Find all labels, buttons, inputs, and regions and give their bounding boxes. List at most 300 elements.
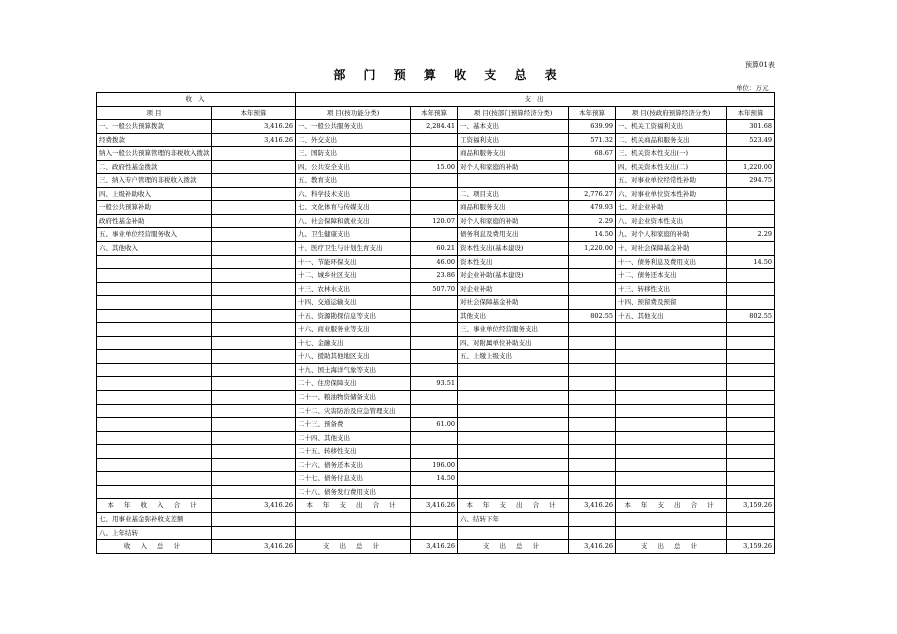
table-row [97, 242, 775, 256]
table-row [97, 228, 775, 242]
budget-value-cell [212, 472, 296, 486]
budget-value-cell [212, 160, 296, 174]
budget-value-cell: 3,416.26 [569, 540, 616, 554]
item-cell [458, 458, 569, 472]
item-cell [458, 431, 569, 445]
item-cell: 十五、资源勘探信息等支出 [296, 309, 411, 323]
item-cell: 七、文化体育与传媒支出 [296, 201, 411, 215]
budget-value-cell: 61.00 [411, 418, 458, 432]
item-cell: 二十、住房保障支出 [296, 377, 411, 391]
item-cell: 三、纳入专户管理的非税收入拨款 [97, 174, 212, 188]
item-cell [458, 445, 569, 459]
table-row [97, 526, 775, 540]
budget-value-cell [727, 404, 775, 418]
budget-value-cell [411, 147, 458, 161]
item-cell [616, 404, 727, 418]
item-cell: 工资福利支出 [458, 133, 569, 147]
item-cell: 四、机关资本性支出(二) [616, 160, 727, 174]
budget-value-cell [212, 336, 296, 350]
budget-value-cell: 1,220.00 [569, 242, 616, 256]
item-cell: 商品和服务支出 [458, 201, 569, 215]
budget-value-cell: 60.21 [411, 242, 458, 256]
table-row [97, 160, 775, 174]
budget-value-cell: 2,284.41 [411, 120, 458, 134]
item-cell [616, 526, 727, 540]
item-cell: 十三、转移性支出 [616, 282, 727, 296]
item-cell: 五、教育支出 [296, 174, 411, 188]
item-cell: 一、一般公共预算拨款 [97, 120, 212, 134]
budget-value-cell [411, 363, 458, 377]
budget-value-cell [212, 282, 296, 296]
budget-value-cell [569, 418, 616, 432]
item-cell: 资本性支出 [458, 255, 569, 269]
table-row [97, 458, 775, 472]
budget-value-cell [212, 147, 296, 161]
item-cell: 本 年 支 出 合 计 [458, 499, 569, 513]
budget-value-cell [569, 377, 616, 391]
item-cell [458, 363, 569, 377]
unit-label: 单位：万元 [736, 84, 769, 92]
budget-value-cell [727, 296, 775, 310]
budget-value-cell [411, 187, 458, 201]
item-cell: 二十三、预备费 [296, 418, 411, 432]
item-cell [97, 404, 212, 418]
budget-value-cell [212, 296, 296, 310]
table-row [97, 214, 775, 228]
budget-value-cell [411, 512, 458, 526]
column-header: 本年预算 [727, 106, 775, 120]
table-row [97, 485, 775, 499]
table-row [97, 350, 775, 364]
item-cell: 经费拨款 [97, 133, 212, 147]
table-row [97, 323, 775, 337]
item-cell: 十四、交通运输支出 [296, 296, 411, 310]
table-row [97, 120, 775, 134]
budget-value-cell [411, 323, 458, 337]
column-header: 本年预算 [569, 106, 616, 120]
item-cell: 本 年 支 出 合 计 [616, 499, 727, 513]
item-cell: 一、基本支出 [458, 120, 569, 134]
budget-value-cell [569, 445, 616, 459]
budget-value-cell [727, 377, 775, 391]
budget-value-cell: 120.07 [411, 214, 458, 228]
column-header: 项 目 [97, 106, 212, 120]
item-cell: 八、社会保障和就业支出 [296, 214, 411, 228]
item-cell: 对个人和家庭的补助 [458, 214, 569, 228]
item-cell: 二、政府性基金拨款 [97, 160, 212, 174]
budget-value-cell [212, 485, 296, 499]
budget-value-cell [569, 404, 616, 418]
table-row [97, 201, 775, 215]
budget-value-cell [411, 526, 458, 540]
item-cell: 二十七、债务付息支出 [296, 472, 411, 486]
column-header: 本年预算 [411, 106, 458, 120]
item-cell [97, 391, 212, 405]
item-cell: 资本性支出(基本建设) [458, 242, 569, 256]
budget-value-cell [569, 336, 616, 350]
item-cell: 支 出 总 计 [458, 540, 569, 554]
budget-value-cell: 571.32 [569, 133, 616, 147]
item-cell [616, 363, 727, 377]
budget-value-cell: 523.49 [727, 133, 775, 147]
budget-value-cell [212, 269, 296, 283]
item-cell: 收 入 总 计 [97, 540, 212, 554]
item-cell [97, 323, 212, 337]
item-cell [458, 472, 569, 486]
budget-value-cell [411, 174, 458, 188]
table-row [97, 418, 775, 432]
item-cell: 十四、预留费及预留 [616, 296, 727, 310]
budget-value-cell [569, 472, 616, 486]
item-cell [97, 350, 212, 364]
income-group-header: 收 入 [97, 93, 296, 107]
item-cell: 十二、城乡社区支出 [296, 269, 411, 283]
budget-value-cell [411, 391, 458, 405]
item-cell: 政府性基金补助 [97, 214, 212, 228]
budget-value-cell: 68.67 [569, 147, 616, 161]
budget-value-cell: 93.51 [411, 377, 458, 391]
item-cell: 商品和服务支出 [458, 147, 569, 161]
item-cell: 一般公共预算补助 [97, 201, 212, 215]
budget-value-cell [569, 526, 616, 540]
budget-value-cell: 802.55 [569, 309, 616, 323]
item-cell [616, 350, 727, 364]
budget-value-cell [411, 133, 458, 147]
budget-value-cell: 15.00 [411, 160, 458, 174]
item-cell: 对个人和家庭的补助 [458, 160, 569, 174]
budget-value-cell [212, 458, 296, 472]
item-cell [458, 391, 569, 405]
item-cell: 十、医疗卫生与计划生育支出 [296, 242, 411, 256]
table-row [97, 391, 775, 405]
budget-value-cell [411, 201, 458, 215]
item-cell: 六、对事业单位资本性补助 [616, 187, 727, 201]
group-header-row [97, 93, 775, 107]
budget-value-cell: 3,416.26 [411, 499, 458, 513]
item-cell: 三、国防支出 [296, 147, 411, 161]
item-cell [97, 418, 212, 432]
item-cell: 八、上年结转 [97, 526, 212, 540]
budget-value-cell [569, 391, 616, 405]
item-cell [97, 269, 212, 283]
item-cell: 支 出 总 计 [296, 540, 411, 554]
item-cell: 二十二、灾害防治及应急管理支出 [296, 404, 411, 418]
table-row [97, 309, 775, 323]
item-cell: 十五、其他支出 [616, 309, 727, 323]
budget-value-cell [727, 526, 775, 540]
item-cell: 九、对个人和家庭的补助 [616, 228, 727, 242]
budget-value-cell: 507.70 [411, 282, 458, 296]
column-header-row [97, 106, 775, 120]
item-cell [296, 526, 411, 540]
item-cell [97, 336, 212, 350]
budget-value-cell [569, 323, 616, 337]
item-cell [458, 485, 569, 499]
budget-value-cell: 14.50 [569, 228, 616, 242]
budget-value-cell [727, 187, 775, 201]
item-cell: 六、结转下年 [458, 512, 569, 526]
budget-value-cell: 294.75 [727, 174, 775, 188]
budget-value-cell [411, 445, 458, 459]
item-cell [97, 282, 212, 296]
budget-value-cell [411, 350, 458, 364]
budget-value-cell [727, 512, 775, 526]
item-cell: 五、上缴上级支出 [458, 350, 569, 364]
table-row [97, 133, 775, 147]
budget-value-cell [727, 445, 775, 459]
budget-value-cell [569, 512, 616, 526]
table-row [97, 269, 775, 283]
item-cell [97, 485, 212, 499]
budget-value-cell [212, 363, 296, 377]
item-cell [616, 391, 727, 405]
budget-value-cell [727, 363, 775, 377]
budget-value-cell: 639.99 [569, 120, 616, 134]
item-cell: 六、其他收入 [97, 242, 212, 256]
budget-value-cell [411, 485, 458, 499]
item-cell: 五、事业单位经营服务收入 [97, 228, 212, 242]
table-row [97, 540, 775, 554]
budget-value-cell [212, 255, 296, 269]
budget-value-cell [212, 228, 296, 242]
table-row [97, 431, 775, 445]
item-cell: 四、对附属单位补助支出 [458, 336, 569, 350]
expense-group-header: 支 出 [296, 93, 775, 107]
budget-value-cell [569, 431, 616, 445]
item-cell: 二十四、其他支出 [296, 431, 411, 445]
budget-value-cell: 1,220.00 [727, 160, 775, 174]
budget-value-cell [212, 201, 296, 215]
budget-value-cell: 3,416.26 [212, 133, 296, 147]
budget-value-cell [212, 309, 296, 323]
budget-value-cell [727, 391, 775, 405]
budget-value-cell [411, 309, 458, 323]
item-cell [97, 296, 212, 310]
budget-value-cell [727, 485, 775, 499]
budget-value-cell [569, 296, 616, 310]
item-cell [616, 472, 727, 486]
budget-value-cell: 14.50 [411, 472, 458, 486]
item-cell [97, 255, 212, 269]
item-cell: 十一、债务利息及费用支出 [616, 255, 727, 269]
item-cell: 一、一般公共服务支出 [296, 120, 411, 134]
table-row [97, 512, 775, 526]
budget-value-cell: 301.68 [727, 120, 775, 134]
budget-value-cell [727, 350, 775, 364]
table-row [97, 255, 775, 269]
item-cell: 四、上级补助收入 [97, 187, 212, 201]
table-row [97, 174, 775, 188]
item-cell [97, 377, 212, 391]
budget-value-cell: 3,416.26 [411, 540, 458, 554]
item-cell [458, 526, 569, 540]
item-cell [616, 323, 727, 337]
budget-value-cell [569, 160, 616, 174]
table-row [97, 296, 775, 310]
budget-value-cell [727, 458, 775, 472]
item-cell: 六、科学技术支出 [296, 187, 411, 201]
budget-value-cell [727, 201, 775, 215]
item-cell: 十六、商业服务业等支出 [296, 323, 411, 337]
item-cell [97, 309, 212, 323]
table-row [97, 377, 775, 391]
budget-value-cell: 3,416.26 [212, 499, 296, 513]
item-cell [296, 512, 411, 526]
item-cell: 五、对事业单位经常性补助 [616, 174, 727, 188]
budget-value-cell [212, 445, 296, 459]
budget-value-cell [212, 323, 296, 337]
budget-value-cell: 2.29 [569, 214, 616, 228]
item-cell: 十一、节能环保支出 [296, 255, 411, 269]
budget-value-cell [569, 174, 616, 188]
item-cell [616, 418, 727, 432]
budget-value-cell [727, 431, 775, 445]
budget-value-cell: 3,416.26 [569, 499, 616, 513]
item-cell: 十八、援助其他地区支出 [296, 350, 411, 364]
item-cell [616, 445, 727, 459]
budget-value-cell: 14.50 [727, 255, 775, 269]
item-cell: 九、卫生健康支出 [296, 228, 411, 242]
item-cell: 对社会保障基金补助 [458, 296, 569, 310]
page-title: 部 门 预 算 收 支 总 表 [333, 68, 564, 82]
item-cell: 二、外交支出 [296, 133, 411, 147]
item-cell [616, 512, 727, 526]
budget-value-cell [569, 269, 616, 283]
item-cell [616, 336, 727, 350]
item-cell [458, 418, 569, 432]
item-cell: 二、项目支出 [458, 187, 569, 201]
item-cell [616, 431, 727, 445]
budget-value-cell: 46.00 [411, 255, 458, 269]
budget-value-cell [212, 174, 296, 188]
budget-value-cell [212, 512, 296, 526]
item-cell: 十三、农林水支出 [296, 282, 411, 296]
table-row [97, 499, 775, 513]
budget-value-cell: 196.00 [411, 458, 458, 472]
item-cell: 债务利息及费用支出 [458, 228, 569, 242]
item-cell: 四、公共安全支出 [296, 160, 411, 174]
budget-value-cell [212, 242, 296, 256]
item-cell [458, 174, 569, 188]
table-row [97, 472, 775, 486]
column-header: 项 目(按政府预算经济分类) [616, 106, 727, 120]
budget-value-cell [411, 296, 458, 310]
table-row [97, 445, 775, 459]
item-cell: 二十一、粮油物资储备支出 [296, 391, 411, 405]
item-cell: 支 出 总 计 [616, 540, 727, 554]
item-cell: 本 年 支 出 合 计 [296, 499, 411, 513]
budget-value-cell [727, 214, 775, 228]
item-cell: 本 年 收 入 合 计 [97, 499, 212, 513]
budget-value-cell [727, 242, 775, 256]
budget-value-cell: 802.55 [727, 309, 775, 323]
item-cell: 三、事业单位经营服务支出 [458, 323, 569, 337]
column-header: 本年预算 [212, 106, 296, 120]
column-header: 项 目(按部门预算经济分类) [458, 106, 569, 120]
item-cell: 二、机关商品和服务支出 [616, 133, 727, 147]
item-cell [458, 404, 569, 418]
table-code: 预算01表 [745, 61, 775, 69]
budget-value-cell: 23.86 [411, 269, 458, 283]
budget-value-cell: 479.93 [569, 201, 616, 215]
item-cell [616, 485, 727, 499]
budget-value-cell [727, 336, 775, 350]
budget-value-cell [569, 282, 616, 296]
item-cell: 二十六、债务还本支出 [296, 458, 411, 472]
budget-value-cell [569, 485, 616, 499]
item-cell [97, 458, 212, 472]
item-cell [97, 431, 212, 445]
budget-value-cell [569, 363, 616, 377]
budget-value-cell [212, 214, 296, 228]
budget-value-cell [411, 228, 458, 242]
budget-value-cell [411, 336, 458, 350]
budget-value-cell [727, 269, 775, 283]
item-cell [97, 363, 212, 377]
budget-value-cell [212, 350, 296, 364]
budget-value-cell [212, 377, 296, 391]
table-row [97, 282, 775, 296]
budget-value-cell: 3,416.26 [212, 540, 296, 554]
item-cell: 二十五、转移性支出 [296, 445, 411, 459]
budget-value-cell: 2.29 [727, 228, 775, 242]
item-cell: 十九、国土海洋气象等支出 [296, 363, 411, 377]
item-cell: 十二、债务还本支出 [616, 269, 727, 283]
item-cell [97, 445, 212, 459]
budget-value-cell [727, 472, 775, 486]
budget-value-cell [212, 418, 296, 432]
budget-value-cell [212, 391, 296, 405]
budget-value-cell [569, 350, 616, 364]
budget-value-cell: 3,159.26 [727, 499, 775, 513]
table-row [97, 187, 775, 201]
table-row [97, 147, 775, 161]
table-row [97, 363, 775, 377]
item-cell: 对企业补助(基本建设) [458, 269, 569, 283]
item-cell: 对企业补助 [458, 282, 569, 296]
budget-value-cell: 3,416.26 [212, 120, 296, 134]
item-cell: 三、机关资本性支出(一) [616, 147, 727, 161]
item-cell: 七、对企业补助 [616, 201, 727, 215]
item-cell [97, 472, 212, 486]
item-cell: 一、机关工资福利支出 [616, 120, 727, 134]
item-cell: 十七、金融支出 [296, 336, 411, 350]
table-row [97, 336, 775, 350]
item-cell [458, 377, 569, 391]
budget-value-cell [727, 418, 775, 432]
column-header: 项 目(按功能分类) [296, 106, 411, 120]
item-cell: 十、对社会保障基金补助 [616, 242, 727, 256]
budget-value-cell [411, 404, 458, 418]
item-cell: 八、对企业资本性支出 [616, 214, 727, 228]
budget-value-cell [727, 323, 775, 337]
budget-table [96, 92, 775, 554]
budget-value-cell [727, 147, 775, 161]
budget-value-cell: 3,159.26 [727, 540, 775, 554]
item-cell: 纳入一般公共预算管理的非税收入拨款 [97, 147, 212, 161]
budget-value-cell [212, 431, 296, 445]
budget-value-cell [212, 404, 296, 418]
item-cell: 其他支出 [458, 309, 569, 323]
item-cell: 二十八、债务发行费用支出 [296, 485, 411, 499]
budget-value-cell: 2,776.27 [569, 187, 616, 201]
budget-value-cell [569, 458, 616, 472]
budget-value-cell [411, 431, 458, 445]
item-cell: 七、用事业基金弥补收支差额 [97, 512, 212, 526]
budget-value-cell [212, 526, 296, 540]
budget-value-cell [212, 187, 296, 201]
item-cell [616, 458, 727, 472]
